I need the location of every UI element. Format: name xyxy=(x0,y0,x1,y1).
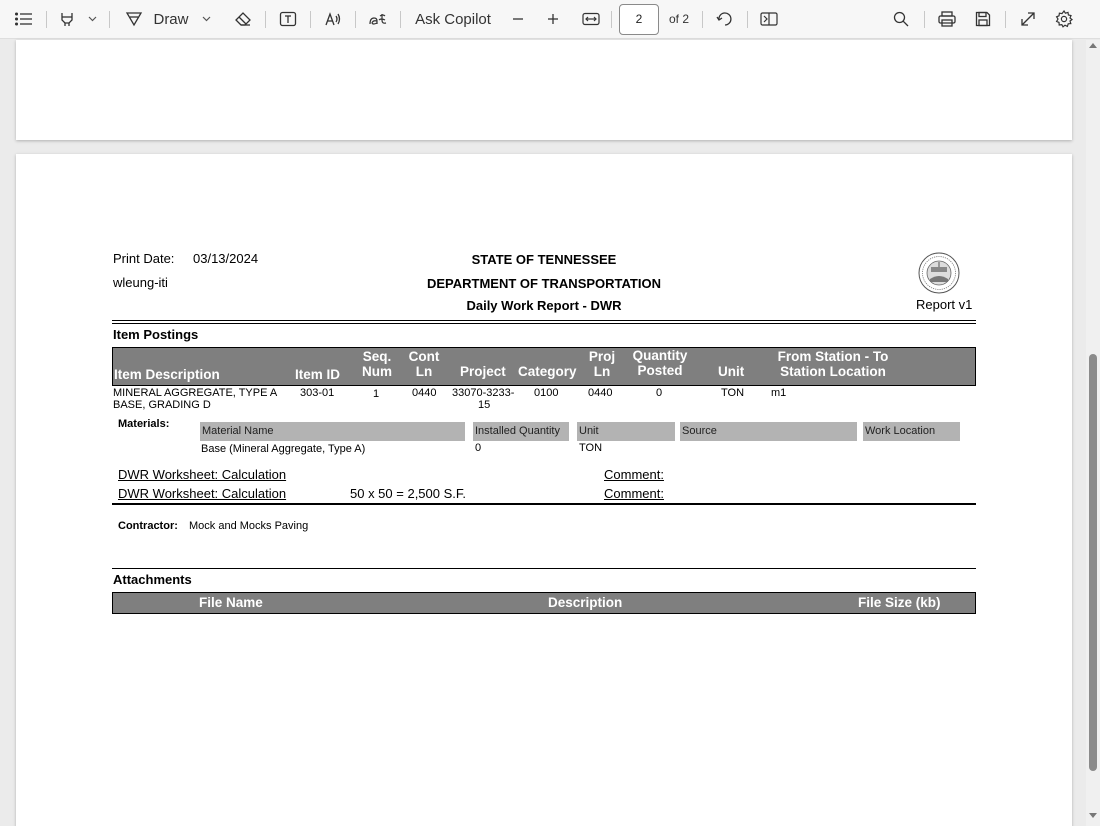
highlight-icon[interactable] xyxy=(56,0,78,38)
materials-col-name: Material Name xyxy=(200,422,465,441)
project-value-line1: 33070-3233- xyxy=(452,387,515,399)
cont-ln-value: 0440 xyxy=(412,387,437,399)
header-divider xyxy=(112,320,976,321)
report-version: Report v1 xyxy=(916,297,973,312)
station-value: m1 xyxy=(771,387,787,399)
rotate-icon[interactable] xyxy=(713,0,737,38)
quantity-posted-value: 0 xyxy=(656,387,663,399)
installed-quantity-value: 0 xyxy=(475,442,482,454)
vertical-scrollbar[interactable] xyxy=(1086,40,1100,826)
attachments-header xyxy=(112,592,976,614)
scroll-down-arrow-icon[interactable] xyxy=(1089,813,1097,818)
draw-button[interactable]: Draw xyxy=(153,10,189,28)
pdf-toolbar xyxy=(0,0,1100,39)
col-project: Project xyxy=(460,364,506,379)
material-name-value: Base (Mineral Aggregate, Type A) xyxy=(201,443,366,455)
worksheet-label: DWR Worksheet: Calculation xyxy=(118,467,287,482)
print-date-value: 03/13/2024 xyxy=(193,251,259,266)
unit-value: TON xyxy=(721,387,745,399)
toolbar-separator xyxy=(46,11,47,28)
contractor-value: Mock and Mocks Paving xyxy=(189,520,309,532)
contractor-label: Contractor: xyxy=(118,520,178,532)
toolbar-separator xyxy=(109,11,110,28)
toolbar-separator xyxy=(702,11,703,28)
pdf-page-2 xyxy=(16,154,1072,826)
draw-pen-icon[interactable] xyxy=(122,0,146,38)
page-view-icon[interactable] xyxy=(757,0,781,38)
col-station-line2: Station Location xyxy=(780,364,886,379)
pdf-page-1 xyxy=(16,40,1072,140)
col-item-description: Item Description xyxy=(114,367,220,382)
col-seq-num-line2: Num xyxy=(362,364,392,379)
worksheet-value: 50 x 50 = 2,500 S.F. xyxy=(350,486,466,501)
item-description-line2: BASE, GRADING D xyxy=(113,399,211,411)
item-description-line1: MINERAL AGGREGATE, TYPE A xyxy=(113,387,278,399)
draw-dropdown-chevron-icon[interactable] xyxy=(198,0,214,38)
print-date-label: Print Date: xyxy=(113,251,175,266)
toolbar-separator xyxy=(924,11,925,28)
materials-col-installed-quantity: Installed Quantity xyxy=(473,422,569,441)
materials-col-source: Source xyxy=(680,422,857,441)
col-category: Category xyxy=(518,364,577,379)
settings-gear-icon[interactable] xyxy=(1052,0,1076,38)
header-divider xyxy=(112,323,976,324)
toolbar-separator xyxy=(355,11,356,28)
translate-icon[interactable] xyxy=(366,0,390,38)
materials-col-unit: Unit xyxy=(577,422,675,441)
col-quantity-posted-line2: Posted xyxy=(637,363,683,378)
page-number-input[interactable]: 2 xyxy=(619,4,659,35)
worksheet-comment-label: Comment: xyxy=(604,486,664,501)
col-cont-ln-line2: Ln xyxy=(415,364,433,379)
toolbar-separator xyxy=(611,11,612,28)
col-proj-ln-line2: Ln xyxy=(593,364,611,379)
attachments-col-description: Description xyxy=(548,595,623,610)
attachments-col-file-size: File Size (kb) xyxy=(858,595,941,610)
materials-label: Materials: xyxy=(118,418,170,430)
scroll-up-arrow-icon[interactable] xyxy=(1089,43,1097,48)
material-unit-value: TON xyxy=(579,442,603,454)
report-user: wleung-iti xyxy=(113,275,168,290)
attachments-col-file-name: File Name xyxy=(199,595,263,610)
table-of-contents-icon[interactable] xyxy=(12,0,36,38)
worksheet-label: DWR Worksheet: Calculation xyxy=(118,486,287,501)
item-section-divider xyxy=(112,503,976,505)
toolbar-separator xyxy=(265,11,266,28)
col-cont-ln-line1: Cont xyxy=(408,349,440,364)
eraser-icon[interactable] xyxy=(231,0,255,38)
print-icon[interactable] xyxy=(935,0,959,38)
item-id-value: 303-01 xyxy=(300,387,335,399)
project-value-line2: 15 xyxy=(478,399,491,411)
add-text-icon[interactable] xyxy=(276,0,300,38)
toolbar-separator xyxy=(1005,11,1006,28)
tennessee-state-seal-icon xyxy=(918,252,960,294)
proj-ln-value: 0440 xyxy=(588,387,613,399)
fullscreen-icon[interactable] xyxy=(1016,0,1040,38)
read-aloud-icon[interactable] xyxy=(321,0,345,38)
ask-copilot-button[interactable]: Ask Copilot xyxy=(415,10,491,28)
col-station-line1: From Station - To xyxy=(777,349,889,364)
section-title-attachments: Attachments xyxy=(113,572,192,587)
section-title-item-postings: Item Postings xyxy=(113,327,199,342)
worksheet-comment-label: Comment: xyxy=(604,467,664,482)
col-unit: Unit xyxy=(718,364,745,379)
fit-to-width-icon[interactable] xyxy=(579,0,603,38)
toolbar-separator xyxy=(400,11,401,28)
category-value: 0100 xyxy=(534,387,559,399)
save-icon[interactable] xyxy=(971,0,995,38)
zoom-in-icon[interactable] xyxy=(543,0,563,38)
col-proj-ln-line1: Proj xyxy=(588,349,616,364)
toolbar-separator xyxy=(747,11,748,28)
col-seq-num-line1: Seq. xyxy=(362,349,392,364)
report-title-department: DEPARTMENT OF TRANSPORTATION xyxy=(427,276,661,291)
toolbar-separator xyxy=(310,11,311,28)
item-postings-header xyxy=(112,347,976,386)
highlight-dropdown-chevron-icon[interactable] xyxy=(84,0,100,38)
page-total-label: of 2 xyxy=(669,12,690,26)
materials-col-work-location: Work Location xyxy=(863,422,960,441)
report-title-dwr: Daily Work Report - DWR xyxy=(466,298,622,313)
search-icon[interactable] xyxy=(890,0,912,38)
seq-num-value: 1 xyxy=(373,388,380,400)
col-item-id: Item ID xyxy=(295,367,341,382)
zoom-out-icon[interactable] xyxy=(508,0,528,38)
attachments-divider xyxy=(112,568,976,569)
report-title-state: STATE OF TENNESSEE xyxy=(471,252,617,267)
col-quantity-posted-line1: Quantity xyxy=(632,348,688,363)
scrollbar-thumb[interactable] xyxy=(1089,354,1097,771)
